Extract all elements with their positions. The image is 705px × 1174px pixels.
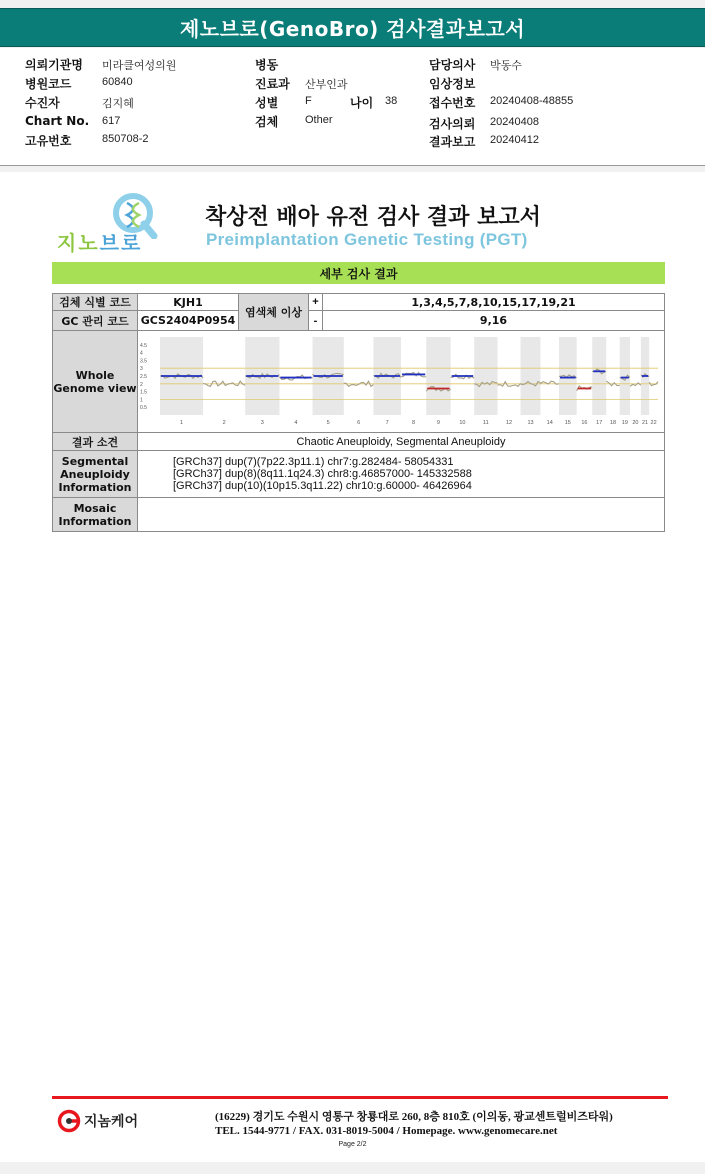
- pgt-report-section: [0, 172, 705, 1162]
- table-row: [53, 294, 665, 311]
- request-date-label: 검사의뢰: [429, 117, 476, 131]
- x-tick-label: 19: [621, 420, 628, 426]
- chromosome-band: [592, 337, 606, 415]
- receipt-no-label: 접수번호: [429, 96, 476, 110]
- segmental-line: [GRCh37] dup(10)(10p15.3q11.22) chr10:g.60000- 46426964: [173, 480, 472, 492]
- footer-address-block: [215, 1110, 613, 1138]
- mosaic-value: [138, 498, 665, 532]
- y-tick-label: 4: [140, 350, 143, 357]
- x-tick-label: 9: [436, 420, 440, 426]
- segmental-line: [GRCh37] dup(8)(8q11.1q24.3) chr8:g.46857000- 145332588: [173, 468, 472, 480]
- gc-code-value: GCS2404P0954: [138, 311, 239, 331]
- department-value: 산부인과: [305, 79, 348, 91]
- segmental-cell: [138, 451, 665, 498]
- footer-contact: TEL. 1544-9771 / FAX. 031-8019-5004 / Homepage. www.genomecare.net: [215, 1125, 558, 1137]
- x-tick-label: 6: [357, 420, 361, 426]
- chromosome-band: [521, 337, 541, 415]
- x-tick-label: 7: [385, 420, 389, 426]
- plus-chromosomes: 1,3,4,5,7,8,10,15,17,19,21: [323, 294, 665, 311]
- plus-sign: +: [309, 294, 323, 311]
- x-tick-label: 20: [632, 420, 639, 426]
- chromosome-band: [426, 337, 450, 415]
- report-title-kr: 착상전 배아 유전 검사 결과 보고서: [205, 205, 541, 230]
- x-tick-label: 8: [412, 420, 416, 426]
- x-tick-label: 17: [596, 420, 603, 426]
- hospital-code-label: 병원코드: [25, 77, 72, 91]
- report-date-value: 20240412: [490, 134, 539, 146]
- x-tick-label: 18: [609, 420, 617, 426]
- chart-no-label: Chart No.: [25, 114, 90, 128]
- x-tick-label: 10: [459, 420, 466, 426]
- genobro-logo-text: 지노브로: [57, 231, 143, 255]
- x-tick-label: 15: [564, 420, 571, 426]
- genome-chart: [138, 331, 664, 429]
- age-label: 나이: [350, 96, 374, 110]
- x-tick-label: 11: [482, 420, 489, 426]
- mosaic-label: Mosaic Information: [53, 498, 138, 532]
- x-tick-label: 2: [222, 420, 226, 426]
- y-tick-label: 1: [140, 397, 143, 404]
- x-tick-label: 1: [180, 420, 184, 426]
- patient-info-panel: [0, 48, 705, 166]
- report-date-label: 결과보고: [429, 135, 476, 149]
- y-tick-label: 3.5: [140, 358, 147, 365]
- examinee-value: 김지혜: [102, 98, 134, 110]
- table-row: [53, 311, 665, 331]
- x-tick-label: 12: [505, 420, 513, 426]
- gc-code-label: GC 관리 코드: [53, 311, 138, 331]
- table-row: [53, 451, 665, 498]
- x-tick-label: 3: [260, 420, 264, 426]
- y-tick-label: 2: [140, 381, 143, 388]
- x-tick-label: 13: [527, 420, 534, 426]
- genome-view-label: Whole Genome view: [53, 331, 138, 433]
- receipt-no-value: 20240408-48855: [490, 95, 574, 107]
- segmental-label: Segmental Aneuploidy Information: [53, 451, 138, 498]
- report-title-en: Preimplantation Genetic Testing (PGT): [206, 230, 528, 249]
- x-tick-label: 5: [326, 420, 330, 426]
- footer-address: (16229) 경기도 수원시 영통구 창룡대로 260, 8층 810호 (이의동, 광교센트럴비즈타워): [215, 1111, 613, 1123]
- x-tick-label: 22: [650, 420, 657, 426]
- specimen-value: Other: [305, 114, 333, 126]
- hospital-code-value: 60840: [102, 76, 133, 88]
- x-tick-label: 14: [546, 420, 553, 426]
- segmental-lines: [138, 456, 664, 492]
- report-header: [0, 8, 705, 47]
- specimen-id-label: 검체 식별 코드: [53, 294, 138, 311]
- sex-value: F: [305, 95, 312, 107]
- specimen-label: 검체: [255, 115, 279, 129]
- genome-view-cell: [138, 331, 665, 433]
- y-tick-label: 1.5: [140, 389, 147, 396]
- x-tick-label: 4: [294, 420, 298, 426]
- x-tick-label: 16: [581, 420, 588, 426]
- genomecare-logo-icon: [57, 1109, 81, 1133]
- request-date-value: 20240408: [490, 116, 539, 128]
- result-table: [52, 293, 665, 532]
- minus-sign: -: [309, 311, 323, 331]
- table-row: [53, 498, 665, 532]
- footer-logo: [57, 1109, 138, 1133]
- institution-value: 미라클여성의원: [102, 60, 177, 72]
- institution-label: 의뢰기관명: [25, 58, 83, 72]
- table-row: [53, 331, 665, 433]
- result-label: 결과 소견: [53, 433, 138, 451]
- unique-id-label: 고유번호: [25, 134, 72, 148]
- sex-label: 성별: [255, 96, 279, 110]
- examinee-label: 수진자: [25, 96, 60, 110]
- y-tick-label: 0.5: [140, 405, 147, 412]
- x-tick-label: 21: [641, 420, 649, 426]
- unique-id-value: 850708-2: [102, 133, 149, 145]
- y-tick-label: 4.5: [140, 342, 147, 349]
- chart-no-value: 617: [102, 115, 121, 127]
- clinical-info-label: 임상정보: [429, 77, 476, 91]
- table-row: [53, 433, 665, 451]
- segmental-line: [GRCh37] dup(7)(7p22.3p11.1) chr7:g.282484- 58054331: [173, 456, 454, 468]
- physician-value: 박동수: [490, 60, 522, 72]
- age-value: 38: [385, 95, 398, 107]
- footer-divider: [52, 1096, 668, 1099]
- chromosome-band: [474, 337, 497, 415]
- department-label: 진료과: [255, 77, 290, 91]
- y-tick-label: 2.5: [140, 374, 147, 380]
- report-header-title: 제노브로(GenoBro) 검사결과보고서: [179, 17, 526, 41]
- physician-label: 담당의사: [429, 58, 476, 72]
- minus-chromosomes: 9,16: [323, 311, 665, 331]
- chrom-abn-label: 염색체 이상: [239, 294, 309, 331]
- y-tick-label: 3: [140, 366, 143, 373]
- section-title: 세부 검사 결과: [52, 262, 665, 284]
- page-number: Page 2/2: [338, 1141, 367, 1148]
- result-value: Chaotic Aneuploidy, Segmental Aneuploidy: [138, 433, 665, 451]
- specimen-id-value: KJH1: [138, 294, 239, 311]
- footer-company: 지놈케어: [84, 1114, 139, 1130]
- ward-label: 병동: [255, 58, 279, 72]
